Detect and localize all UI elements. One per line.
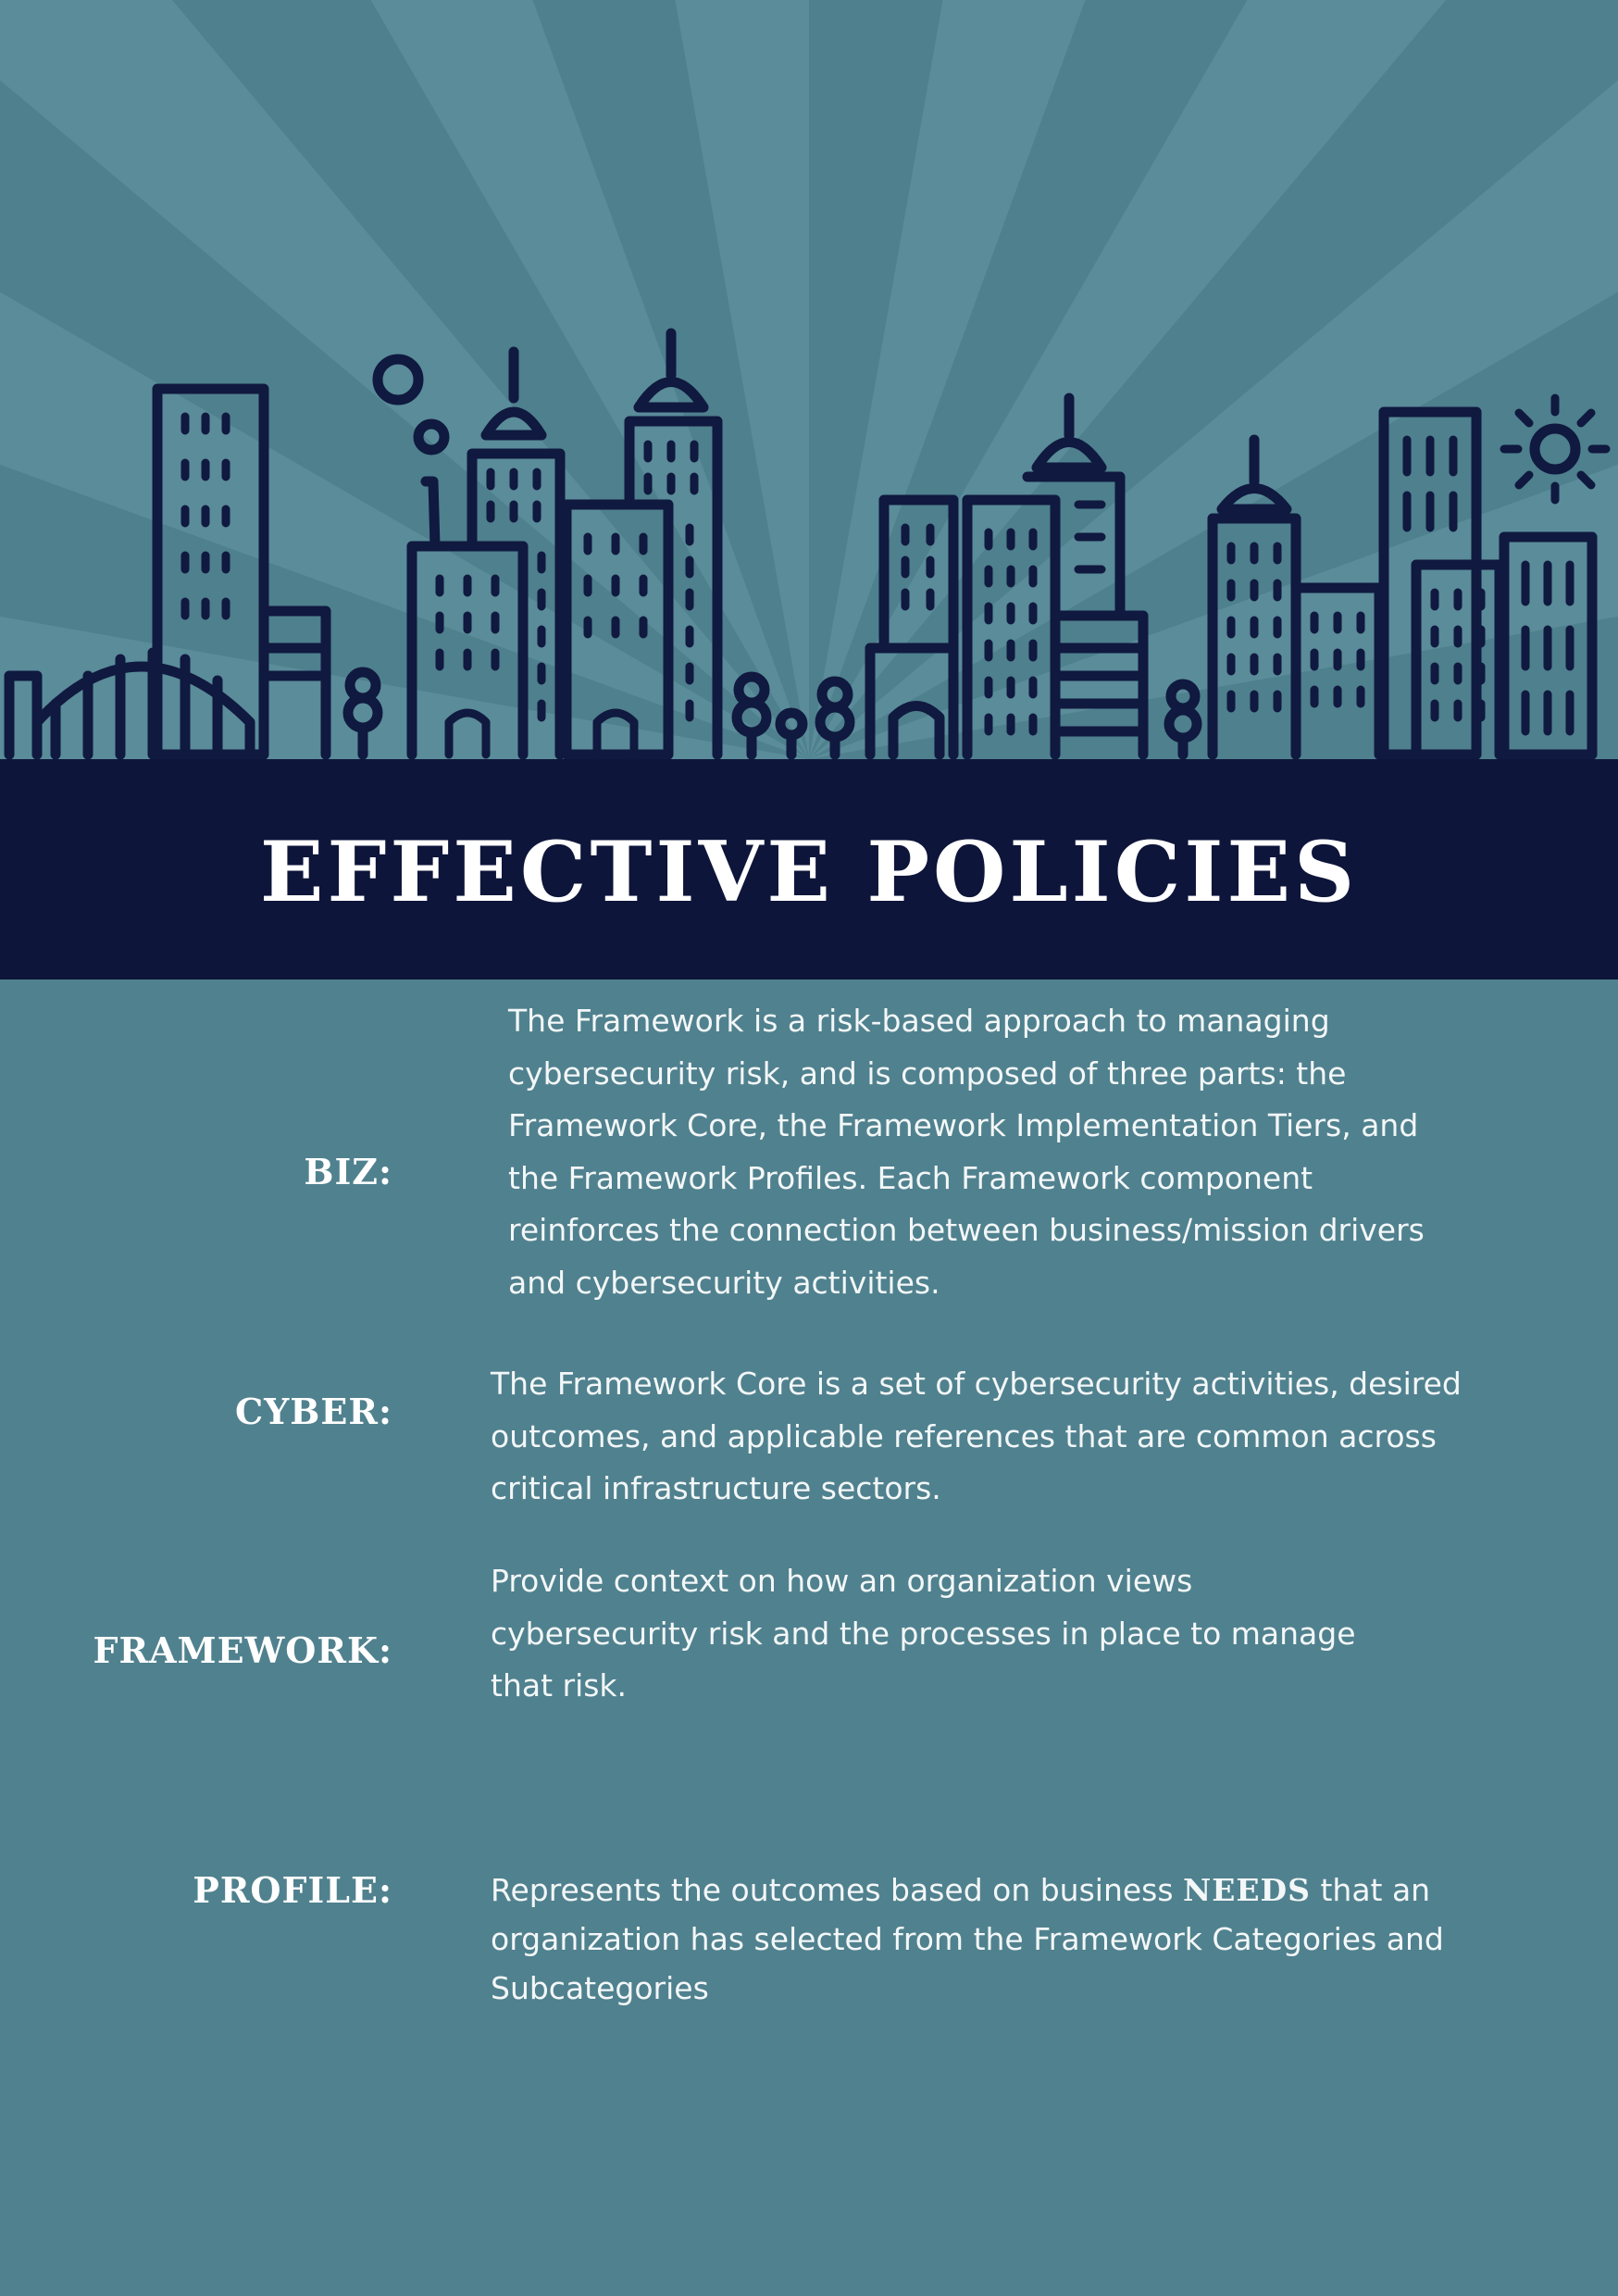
profile-emphasis-needs: NEEDS: [1183, 1872, 1311, 1908]
title-band: [0, 759, 1618, 980]
page-title: EFFECTIVE POLICIES: [259, 823, 1359, 921]
section-text-biz: The Framework is a risk-based approach to managing cybersecurity risk, and is composed of three parts: the Framework Core, the Framework Implementation Tiers, and the Framework Profiles. Each Framework component reinforces the connection between business/mission drivers and cybersecurity activities.: [508, 1003, 1425, 1301]
section-text-profile: [491, 1866, 1472, 2013]
city-skyline-illustration: [0, 0, 1618, 759]
profile-text-before: Represents the outcomes based on business: [491, 1872, 1184, 1908]
section-label-framework: FRAMEWORK:: [93, 1629, 392, 1671]
section-label-biz: BIZ:: [304, 1151, 392, 1192]
hero-banner: [0, 0, 1618, 759]
profile-text-after: that an organization has selected from the Framework Categories and Subcategories: [491, 1872, 1444, 2006]
section-text-framework: Provide context on how an organization views cybersecurity risk and the processes in place to manage that risk.: [491, 1563, 1356, 1703]
section-text-cyber: The Framework Core is a set of cybersecurity activities, desired outcomes, and applicable references that are common across critical infrastructure sectors.: [491, 1366, 1462, 1506]
section-label-cyber: CYBER:: [234, 1391, 392, 1432]
section-label-profile: PROFILE:: [193, 1869, 392, 1911]
